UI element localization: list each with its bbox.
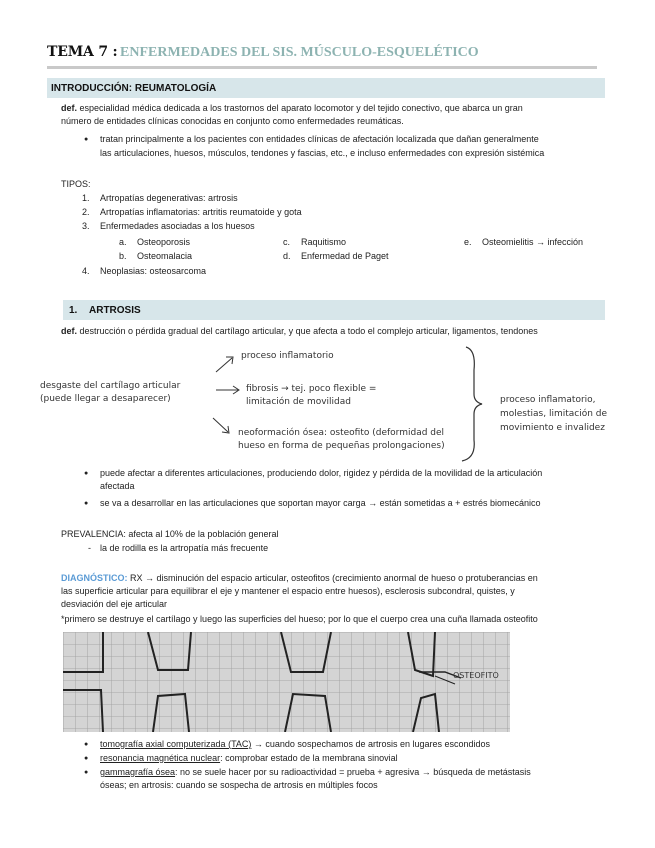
note-bot-1: neoformación ósea: osteofito (deformidad del xyxy=(238,428,445,438)
title-tema: TEMA 7 : xyxy=(47,44,118,60)
intro-bullet-1 xyxy=(100,133,539,146)
section-band-intro xyxy=(47,78,605,98)
prevalencia-label: PREVALENCIA: xyxy=(61,529,126,539)
diagnostico xyxy=(61,572,631,585)
sketch-grid xyxy=(63,632,510,732)
intro-heading: INTRODUCCIÓN: REUMATOLOGÍA xyxy=(51,83,217,94)
subtipo-item: d. Enfermedad de Paget xyxy=(283,251,389,261)
artrosis-bullet-2 xyxy=(100,497,540,510)
page-title xyxy=(47,46,479,60)
note-bot-2: hueso en forma de pequeñas prolongaciones) xyxy=(238,441,445,451)
prevalencia-dash: - xyxy=(88,543,91,553)
test-item-cont: óseas; en artrosis: cuando se sospecha de artrosis en múltiples focos xyxy=(100,780,378,790)
section-band-artrosis xyxy=(63,300,605,320)
artrosis-bullet-2-text: se va a desarrollar en las articulaciones que soportan mayor carga → están sometidas a + estrés biomecánico xyxy=(100,498,541,508)
note-right-1: proceso inflamatorio, xyxy=(500,395,596,405)
note-top: proceso inflamatorio xyxy=(241,351,334,361)
prevalencia-sub: la de rodilla es la artropatía más frecuente xyxy=(100,543,269,553)
test-item: ● gammagrafía ósea: no se suele hacer por su radioactividad = prueba + agresiva → búsqueda de metástasis xyxy=(100,766,531,779)
test-item: ● tomografía axial computerizada (TAC) → cuando sospechamos de artrosis en lugares escondidos xyxy=(100,738,490,751)
note-mid-1: fibrosis → tej. poco flexible = xyxy=(246,384,377,394)
note-right-2: molestias, limitación de xyxy=(500,409,608,419)
prevalencia xyxy=(61,528,278,541)
curly-brace xyxy=(462,347,482,461)
tipo-item: 3. Enfermedades asociadas a los huesos xyxy=(82,221,255,231)
subtipo-item: a. Osteoporosis xyxy=(119,237,191,247)
subtipo-item: e. Osteomielitis → infección xyxy=(464,237,584,247)
diagnostico-note: *primero se destruye el cartílago y luego las superficies del hueso; por lo que el cuerpo crea una cuña llamada osteofito xyxy=(61,614,538,624)
tipo-item: 4. Neoplasias: osteosarcoma xyxy=(82,266,207,276)
def-label: def. xyxy=(61,326,78,336)
artrosis-bullet-1-text: puede afectar a diferentes articulaciones, produciendo dolor, rigidez y pérdida de la movilidad de la articulación xyxy=(100,468,543,478)
test-item: ● resonancia magnética nuclear: comprobar estado de la membrana sinovial xyxy=(100,752,398,765)
artrosis-def-text: destrucción o pérdida gradual del cartílago articular, y que afecta a todo el complejo articular, ligamentos, tendones xyxy=(79,326,538,336)
artrosis-definition xyxy=(61,325,631,338)
def-label: def. xyxy=(61,103,78,113)
tipo-item: 1. Artropatías degenerativas: artrosis xyxy=(82,193,238,203)
osteofito-sketch-photo xyxy=(63,632,510,732)
artrosis-bullet-1 xyxy=(100,467,542,480)
title-main: ENFERMEDADES DEL SIS. MÚSCULO-ESQUELÉTICO xyxy=(120,45,479,60)
prevalencia-text: afecta al 10% de la población general xyxy=(128,529,279,539)
subtipo-item: c. Raquitismo xyxy=(283,237,347,247)
intro-bullet-1-text: tratan principalmente a los pacientes con entidades clínicas de afectación localizada que dañan generalmente xyxy=(100,134,539,144)
diagnostico-label: DIAGNÓSTICO: xyxy=(61,573,128,583)
note-right-3: movimiento e invalidez xyxy=(500,423,605,433)
note-mid-2: limitación de movilidad xyxy=(246,397,351,407)
def-text-2: número de entidades clínicas conocidas en conjunto como enfermedades reumáticas. xyxy=(61,116,404,126)
subtipo-item: b. Osteomalacia xyxy=(119,251,193,261)
def-text-1: especialidad médica dedicada a los trastornos del aparato locomotor y del tejido conectivo, que abarca un gran xyxy=(79,103,523,113)
intro-bullet-1-cont: las articulaciones, huesos, músculos, tendones y fascias, etc., e incluso enfermedades con expresión sistémica xyxy=(100,148,545,158)
artrosis-bullet-1-cont: afectada xyxy=(100,481,135,491)
tipos-label: TIPOS: xyxy=(61,179,91,189)
sketch-label: OSTEOFITO xyxy=(453,671,499,680)
tipo-item: 2. Artropatías inflamatorias: artritis reumatoide y gota xyxy=(82,207,302,217)
artrosis-heading-num: 1. xyxy=(69,305,78,316)
intro-definition xyxy=(61,102,621,115)
diagnostico-text-3: desviación del eje articular xyxy=(61,599,168,609)
diagnostico-text-2: las superficie articular para equilibrar el eje y mantener el espacio entre huesos), esclerosis subcondral, quistes, y xyxy=(61,586,515,596)
arrow-line xyxy=(213,418,228,432)
diagnostico-text-1: RX → disminución del espacio articular, osteofitos (crecimiento anormal de hueso o protuberancias en xyxy=(130,573,538,583)
artrosis-heading: ARTROSIS xyxy=(89,305,141,316)
title-underline xyxy=(47,66,597,69)
arrow-line xyxy=(216,358,232,372)
note-left-2: (puede llegar a desaparecer) xyxy=(40,394,171,404)
note-left-1: desgaste del cartílago articular xyxy=(40,381,181,391)
